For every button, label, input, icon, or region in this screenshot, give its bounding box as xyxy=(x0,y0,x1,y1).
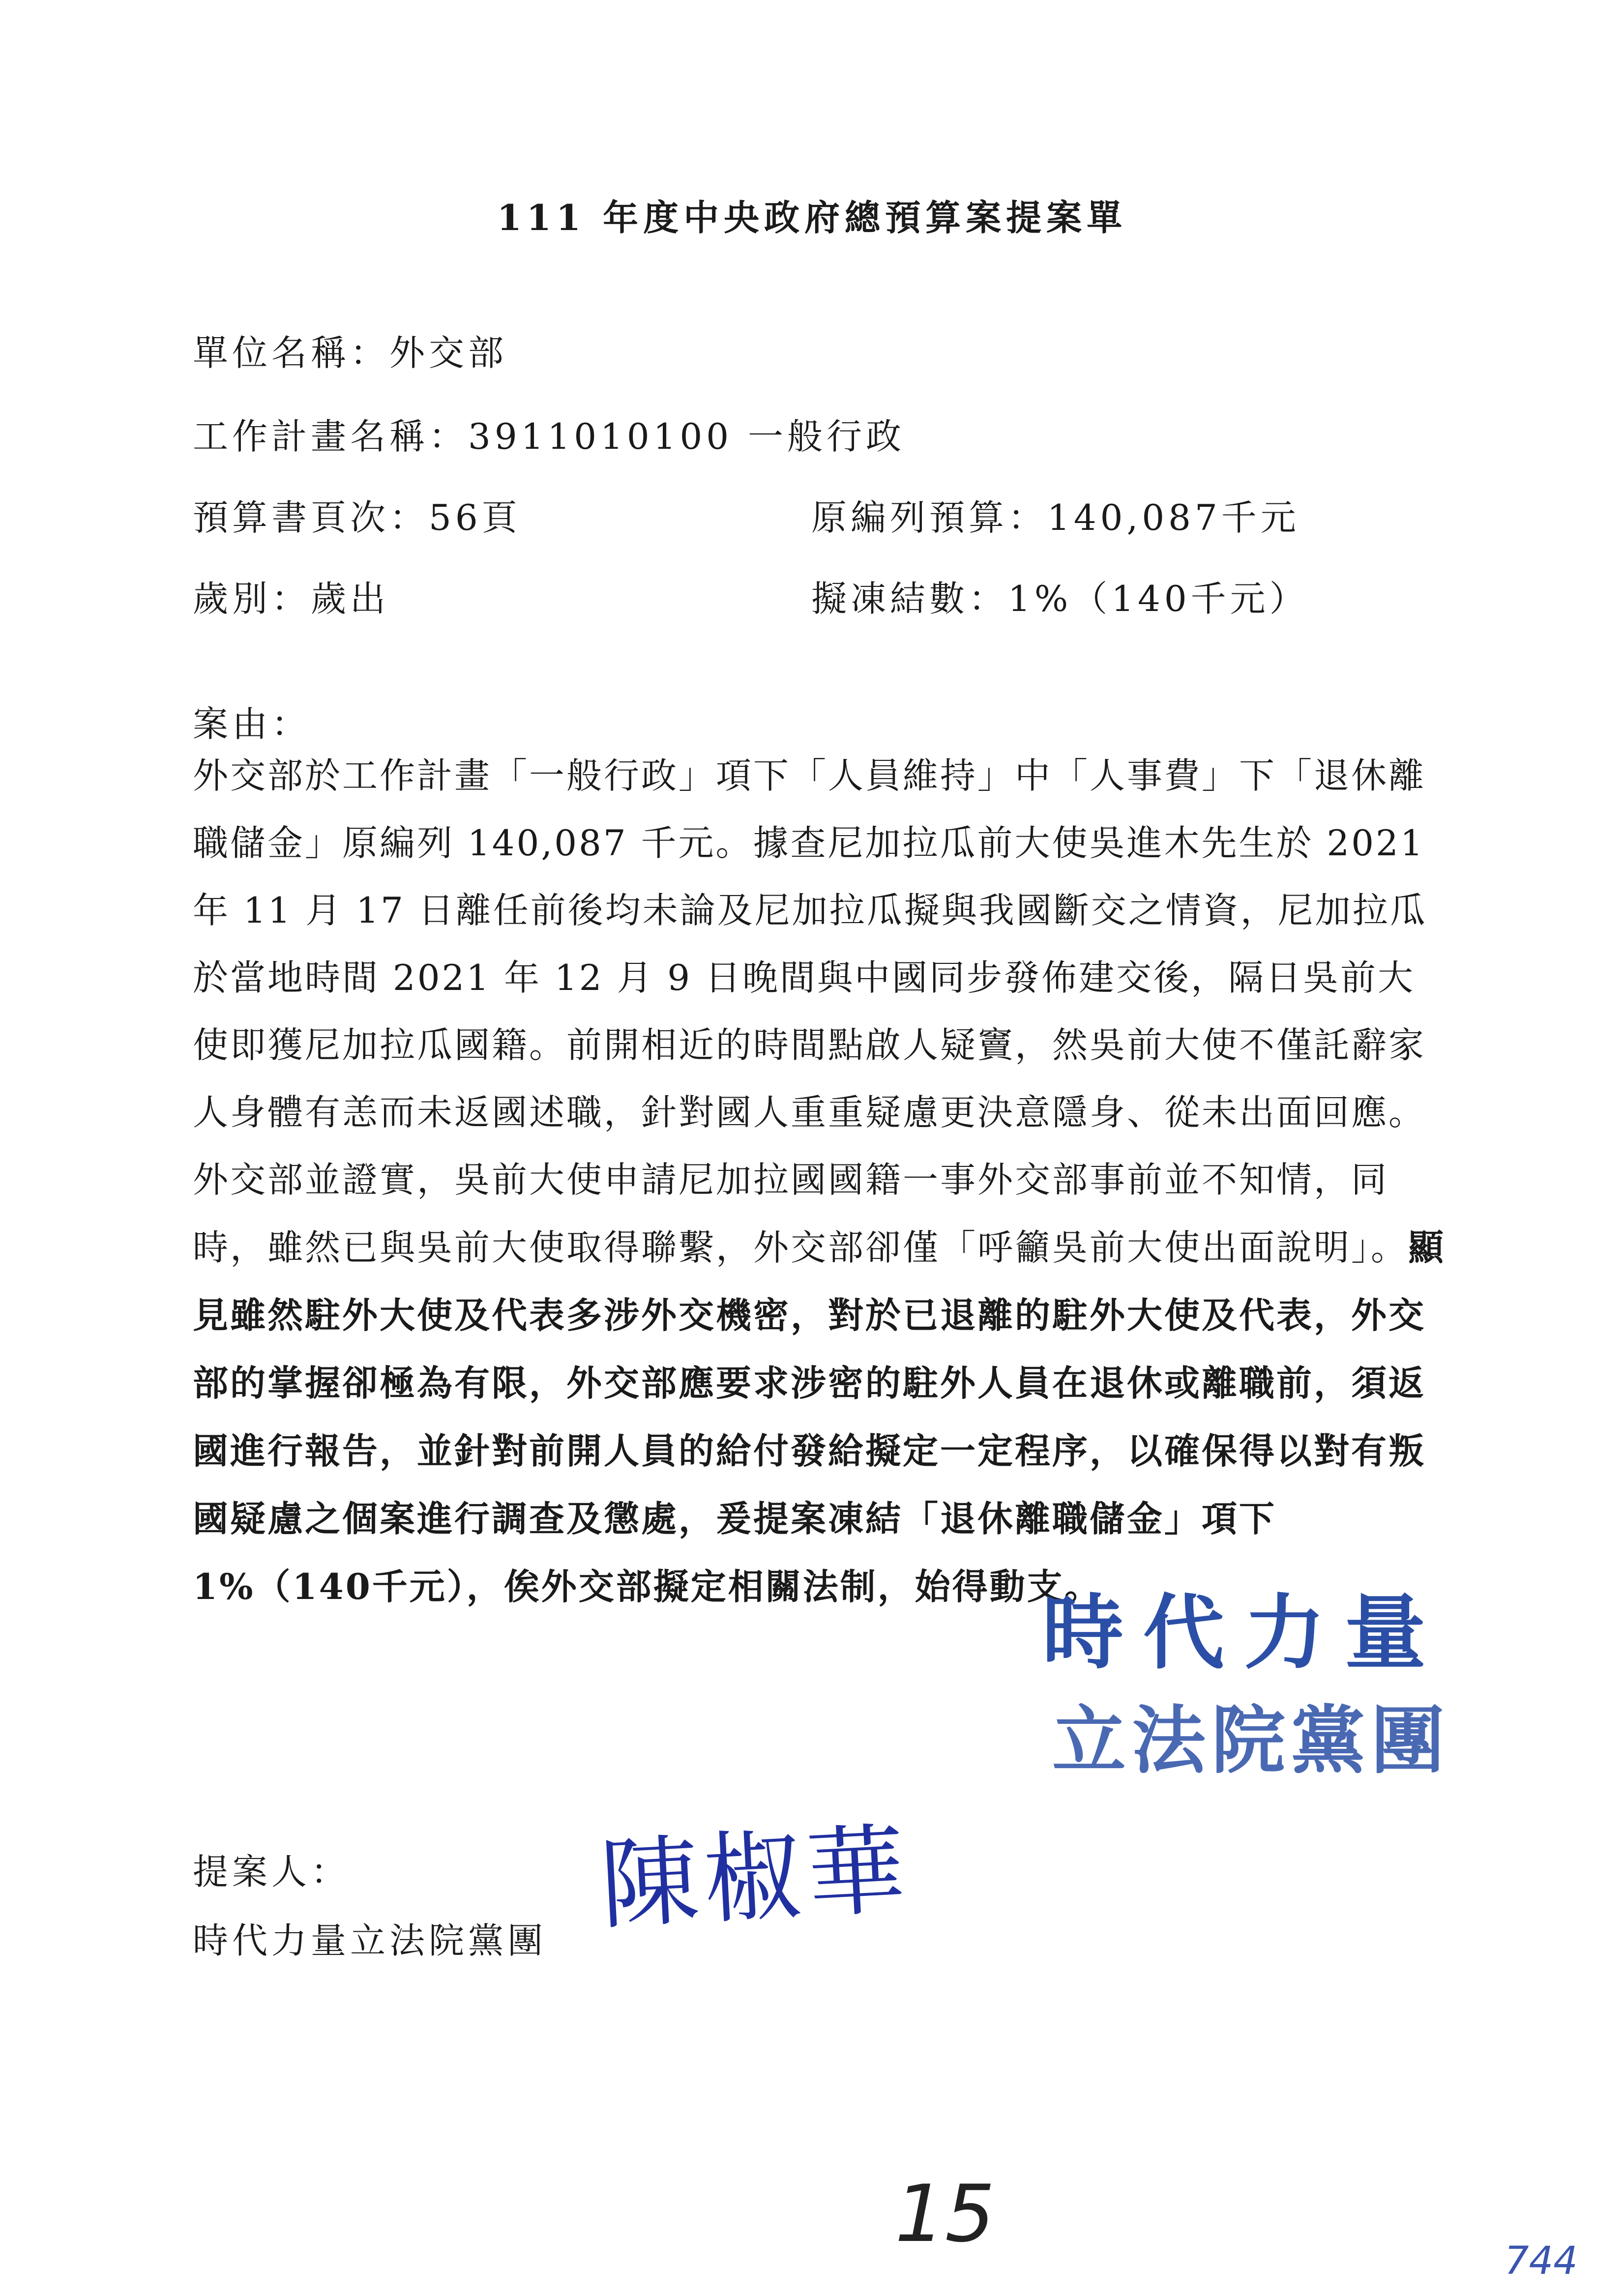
unit-value: 外交部 xyxy=(389,332,508,374)
category-label: 歲別： xyxy=(193,578,311,619)
unit-field xyxy=(193,324,507,376)
page-field xyxy=(193,489,521,540)
project-label: 工作計畫名稱： xyxy=(193,416,469,457)
proposer-label: 提案人： xyxy=(193,1851,351,1892)
freeze-value: 1%（140千元） xyxy=(1008,578,1309,619)
project-field xyxy=(193,408,905,459)
page-label: 預算書頁次： xyxy=(193,497,429,538)
category-value: 歲出 xyxy=(311,578,390,619)
project-value: 3911010100 一般行政 xyxy=(468,416,905,457)
party-stamp-line2: 立法院黨團 xyxy=(1052,1698,1451,1784)
reason-text: 外交部於工作計畫「一般行政」項下「人員維持」中「人事費」下「退休離職儲金」原編列 140,087 千元。據查尼加拉瓜前大使吳進木先生於 2021 年 11 月 17 日離任前後均未論及尼加拉瓜擬與我國斷交之情資，尼加拉瓜於當地時間 2021 年 12 月 9 日晚間與中國同步發佈建交後，隔日吳前大使即獲尼加拉瓜國籍。前開相近的時間點啟人疑竇，然吳前大使不僅託辭家人身體有恙而未返國述職，針對國人重重疑慮更決意隱身、從未出面回應。外交部並證實，吳前大使申請尼加拉國國籍一事外交部事前並不知情，同時，雖然已與吳前大使取得聯繫，外交部卻僅「呼籲吳前大使出面說明」。 xyxy=(193,755,1427,1268)
freeze-label: 擬凍結數： xyxy=(811,578,1008,619)
handwritten-signature: 陳椒華 xyxy=(597,1812,913,1944)
freeze-field xyxy=(811,570,1309,621)
reason-label: 案由： xyxy=(193,703,311,745)
corner-number: 744 xyxy=(1505,2239,1578,2283)
category-field xyxy=(193,570,389,621)
original-budget-label: 原編列預算： xyxy=(811,497,1048,538)
page-title: 111 年度中央政府總預算案提案單 xyxy=(497,197,1127,238)
reason-body xyxy=(193,742,1451,1621)
party-stamp-line1: 時代力量 xyxy=(1042,1586,1446,1680)
original-budget-field xyxy=(811,489,1300,540)
unit-label: 單位名稱： xyxy=(193,332,390,374)
proposer-value: 時代力量立法院黨團 xyxy=(193,1920,547,1961)
page-value: 56頁 xyxy=(429,497,521,538)
reason-text-bold: 顯見雖然駐外大使及代表多涉外交機密，對於已退離的駐外大使及代表，外交部的掌握卻極為有限，外交部應要求涉密的駐外人員在退休或離職前，須返國進行報告，並針對前開人員的給付發給擬定一定程序，以確保得以對有叛國疑慮之個案進行調查及懲處，爰提案凍結「退休離職儲金」項下 1%（140千元），俟外交部擬定相關法制，始得動支。 xyxy=(193,1226,1446,1607)
page-number: 15 xyxy=(895,2168,995,2260)
original-budget-value: 140,087千元 xyxy=(1047,497,1300,538)
